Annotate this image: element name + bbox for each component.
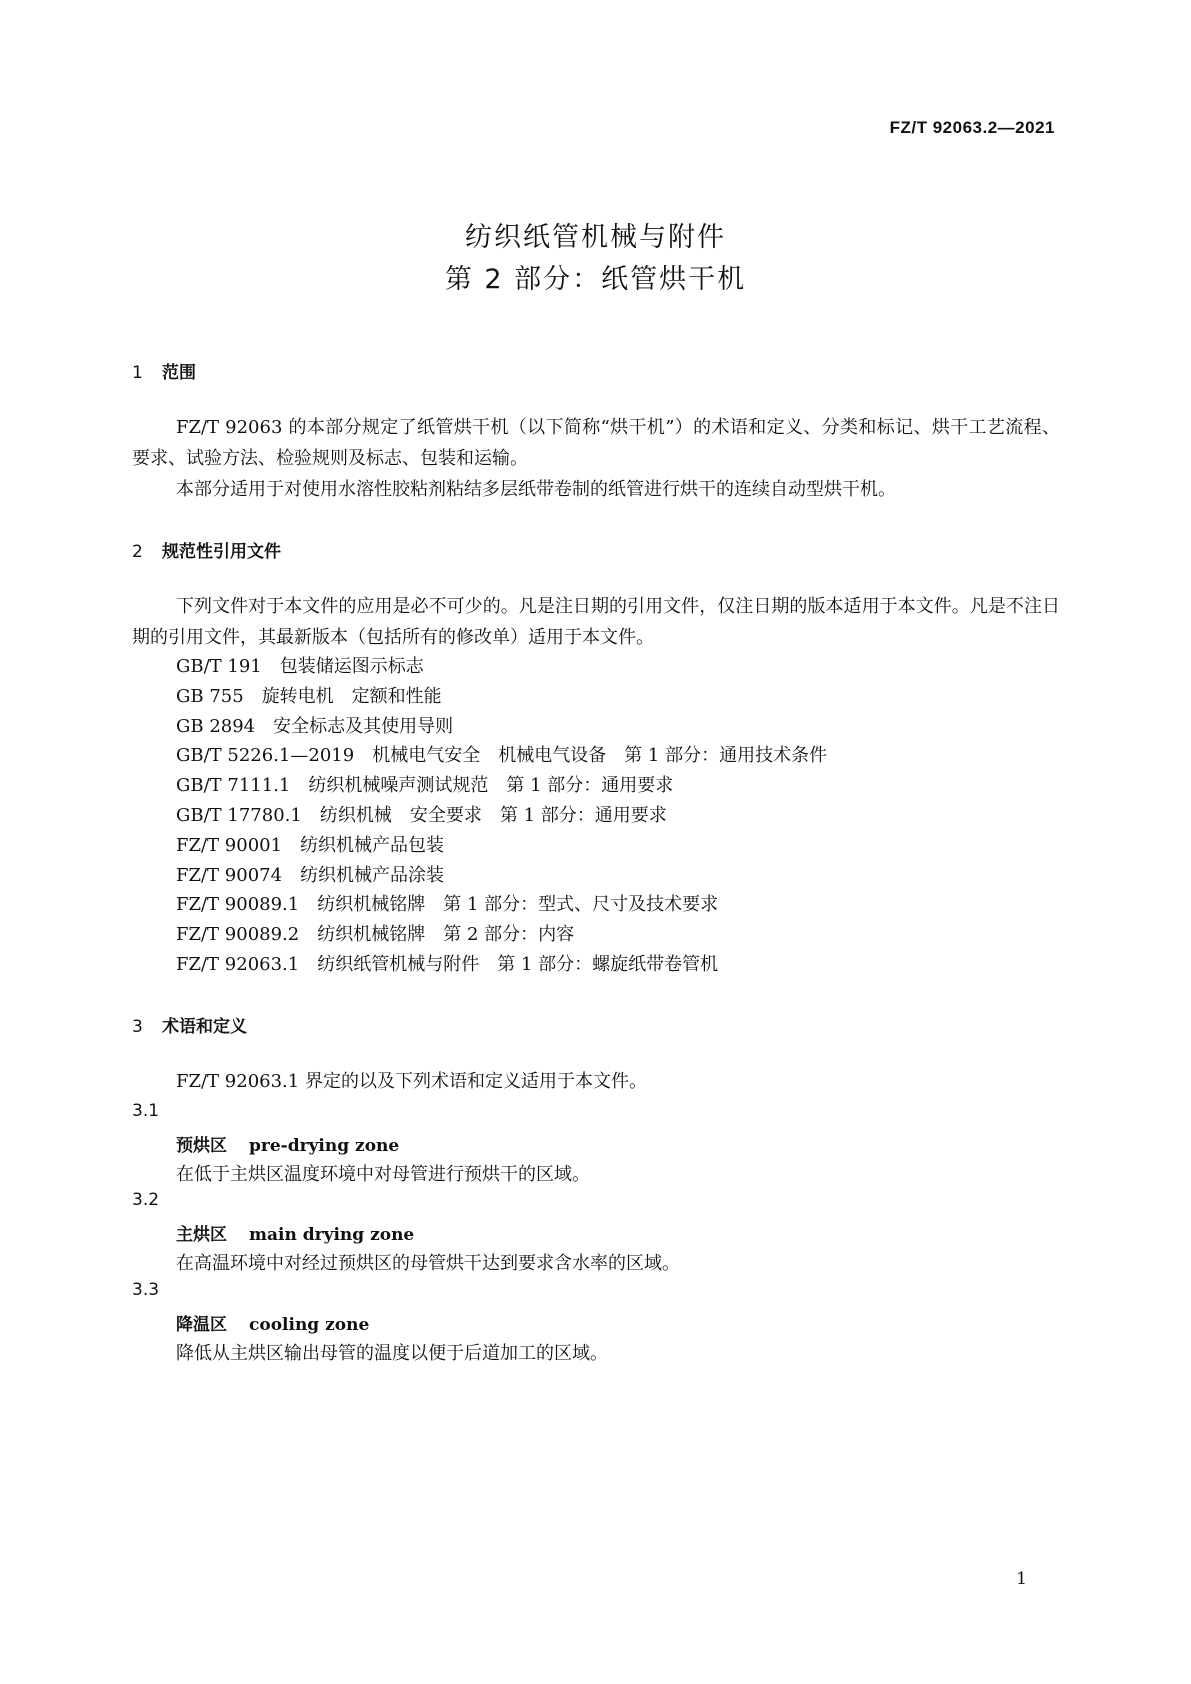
term-name-zh: 主烘区 [176, 1225, 227, 1245]
reference-code: FZ/T 90001 [176, 834, 283, 856]
term-number: 3.2 [132, 1190, 160, 1210]
reference-title: 纺织机械 安全要求 第 1 部分：通用要求 [319, 804, 667, 826]
reference-item [176, 890, 827, 920]
document-title: 纺织纸管机械与附件 [465, 222, 726, 253]
reference-title: 纺织机械铭牌 第 1 部分：型式、尺寸及技术要求 [317, 894, 719, 916]
term-name [176, 1220, 414, 1245]
term-definition: 降低从主烘区输出母管的温度以便于后道加工的区域。 [176, 1343, 608, 1364]
reference-code: FZ/T 90074 [176, 864, 283, 886]
section-title: 范围 [162, 363, 196, 383]
standard-number: FZ/T 92063.2—2021 [889, 118, 1055, 137]
section-heading-terms [132, 1012, 247, 1037]
reference-title: 安全标志及其使用导则 [273, 715, 454, 737]
term-name [176, 1131, 399, 1156]
reference-title: 包装储运图示标志 [279, 656, 424, 677]
section-heading-scope [132, 358, 196, 383]
reference-code: GB 2894 [176, 715, 256, 737]
reference-item [176, 652, 827, 682]
reference-list [176, 652, 827, 980]
term-name-en: cooling zone [249, 1315, 370, 1335]
term-definition: 在低于主烘区温度环境中对母管进行预烘干的区域。 [176, 1164, 590, 1185]
reference-code: GB/T 191 [176, 656, 262, 677]
reference-title: 旋转电机 定额和性能 [261, 685, 442, 707]
section-number: 2 [132, 542, 143, 562]
term-number: 3.3 [132, 1280, 160, 1300]
reference-item [176, 861, 827, 891]
scope-paragraph-2: 本部分适用于对使用水溶性胶粘剂粘结多层纸带卷制的纸管进行烘干的连续自动型烘干机。 [176, 479, 896, 500]
reference-item [176, 801, 827, 831]
term-name-en: pre-drying zone [249, 1136, 400, 1156]
reference-item [176, 682, 827, 712]
reference-code: FZ/T 92063.1 [176, 953, 300, 975]
section-number: 1 [132, 363, 143, 383]
section-number: 3 [132, 1017, 143, 1037]
reference-code: GB 755 [176, 685, 244, 707]
page-number: 1 [1016, 1569, 1027, 1589]
term-number: 3.1 [132, 1101, 160, 1121]
reference-item [176, 831, 827, 861]
reference-title: 纺织机械产品包装 [300, 834, 445, 856]
reference-item [176, 950, 827, 980]
reference-item [176, 920, 827, 950]
section-title: 术语和定义 [162, 1017, 247, 1037]
term-name-en: main drying zone [249, 1225, 415, 1245]
normative-intro-paragraph: 下列文件对于本文件的应用是必不可少的。凡是注日期的引用文件，仅注日期的版本适用于本文件。凡是不注日期的引用文件，其最新版本（包括所有的修改单）适用于本文件。 [132, 596, 1060, 648]
reference-title: 纺织机械噪声测试规范 第 1 部分：通用要求 [308, 775, 674, 797]
section-title: 规范性引用文件 [162, 542, 281, 562]
scope-paragraph-1: FZ/T 92063 的本部分规定了纸管烘干机（以下简称“烘干机”）的术语和定义、分类和标记、烘干工艺流程、要求、试验方法、检验规则及标志、包装和运输。 [132, 417, 1060, 469]
reference-code: GB/T 7111.1 [176, 775, 291, 797]
reference-item [176, 741, 827, 771]
terms-intro-paragraph: FZ/T 92063.1 界定的以及下列术语和定义适用于本文件。 [176, 1071, 647, 1092]
reference-title: 纺织机械铭牌 第 2 部分：内容 [317, 924, 575, 946]
reference-title: 纺织机械产品涂装 [300, 864, 445, 886]
term-name-zh: 预烘区 [176, 1136, 227, 1156]
reference-code: FZ/T 90089.2 [176, 924, 300, 946]
term-name-zh: 降温区 [176, 1315, 227, 1335]
reference-item [176, 771, 827, 801]
document-subtitle: 第 2 部分：纸管烘干机 [444, 264, 747, 295]
reference-code: FZ/T 90089.1 [176, 894, 300, 916]
reference-code: GB/T 5226.1—2019 [176, 745, 355, 767]
section-heading-normative-references [132, 537, 281, 562]
term-name [176, 1310, 369, 1335]
reference-title: 机械电气安全 机械电气设备 第 1 部分：通用技术条件 [372, 745, 828, 767]
term-definition: 在高温环境中对经过预烘区的母管烘干达到要求含水率的区域。 [176, 1253, 680, 1274]
reference-title: 纺织纸管机械与附件 第 1 部分：螺旋纸带卷管机 [317, 953, 719, 975]
reference-item [176, 712, 827, 742]
reference-code: GB/T 17780.1 [176, 804, 302, 826]
